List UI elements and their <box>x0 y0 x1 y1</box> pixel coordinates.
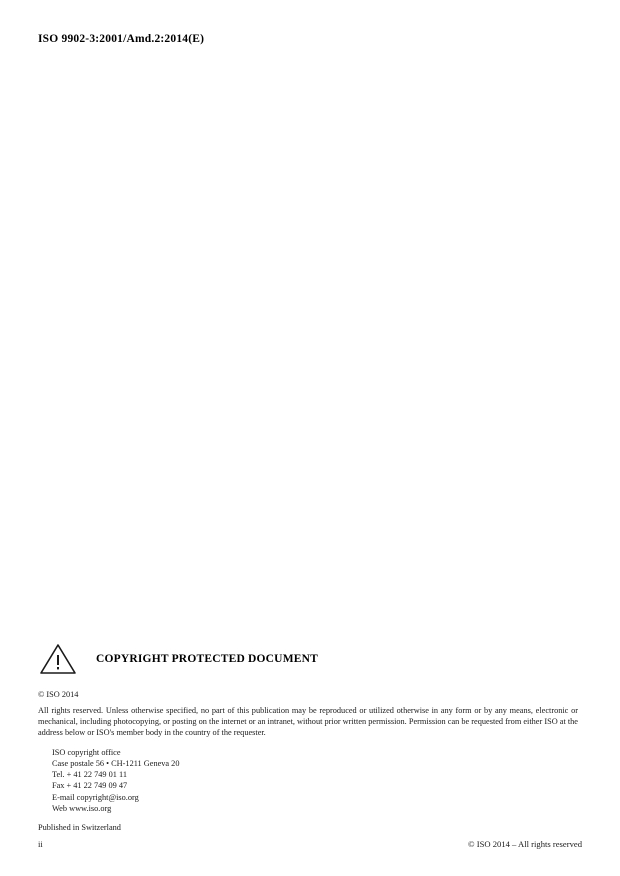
copyright-title-row <box>38 640 582 678</box>
copyright-year-line: © ISO 2014 <box>38 690 79 699</box>
list-item: E-mail copyright@iso.org <box>52 792 139 802</box>
list-item: Fax + 41 22 749 09 47 <box>52 781 128 791</box>
list-item: ISO copyright office <box>52 747 121 757</box>
warning-triangle-icon <box>38 642 78 676</box>
copyright-legal-text: All rights reserved. Unless otherwise specified, no part of this publication may be reproduced or utilized otherwise in any form or by any means, electronic or mechanical, including photocopying, or posting on the internet or an intranet, without prior written permission. Permission can be requested from either ISO at the address below or ISO's member body in the country of the requester. <box>38 706 578 737</box>
page-footer <box>38 839 582 849</box>
footer-page-number: ii <box>38 839 43 849</box>
list-item: Tel. + 41 22 749 01 11 <box>52 770 127 780</box>
copyright-notice-block <box>38 640 582 832</box>
list-item: Case postale 56 • CH-1211 Geneva 20 <box>52 759 180 768</box>
footer-rights-statement: © ISO 2014 – All rights reserved <box>468 839 582 849</box>
page-header-title: ISO 9902-3:2001/Amd.2:2014(E) <box>38 33 205 45</box>
iso-copyright-contact-list <box>52 747 582 814</box>
list-item: Web www.iso.org <box>52 803 112 813</box>
copyright-protected-document-title: COPYRIGHT PROTECTED DOCUMENT <box>96 653 318 665</box>
published-in-line: Published in Switzerland <box>38 822 121 832</box>
